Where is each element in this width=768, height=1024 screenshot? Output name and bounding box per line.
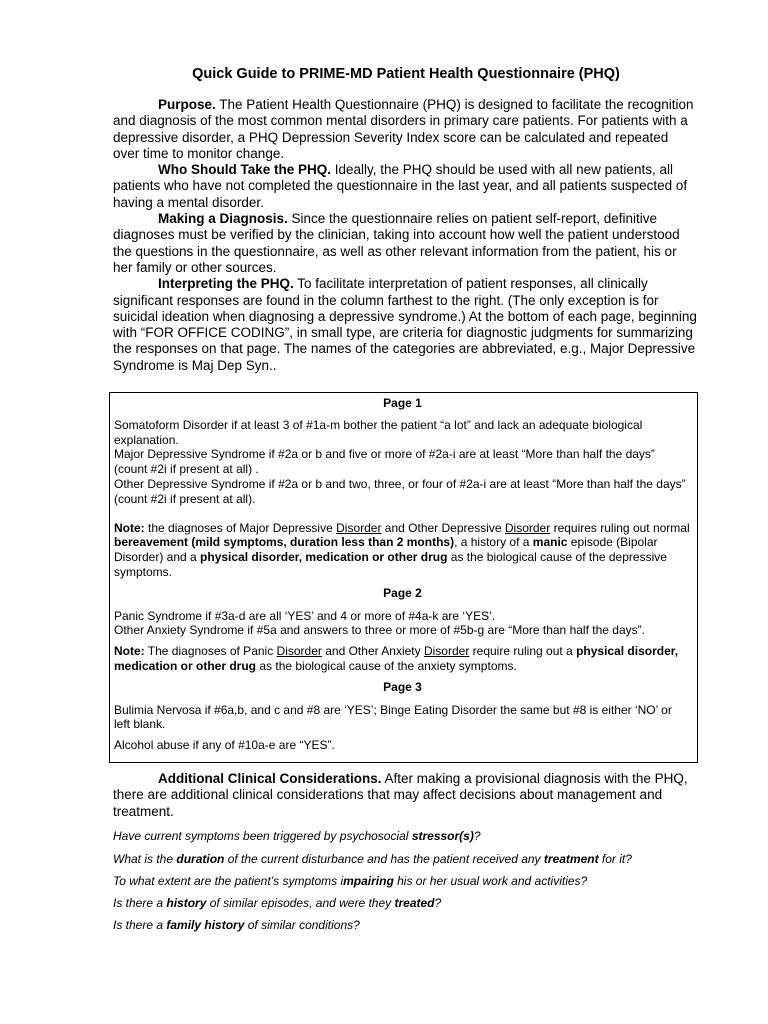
question-line <box>113 852 713 866</box>
section-body: The Patient Health Questionnaire (PHQ) is designed to facilitate the recognition and diagnosis of the most common mental disorders in primary care patients. For patients with a depressive disorder, a PHQ Depression Severity Index score can be calculated and repeated over time to monitor change. <box>113 97 694 161</box>
note-bold: physical disorder, medication or other drug <box>114 644 679 673</box>
note-bold: physical disorder, medication or other drug <box>200 550 448 565</box>
document-title: Quick Guide to PRIME-MD Patient Health Questionnaire (PHQ) <box>192 66 620 82</box>
note-text: the diagnoses of Major Depressive <box>144 520 337 535</box>
note-underline: Disorder <box>423 644 470 659</box>
note-bold: manic <box>532 535 568 550</box>
q-bold: treated <box>394 896 435 910</box>
q-text: of similar episodes, and were they <box>206 896 395 910</box>
section-body: To facilitate interpretation of patient responses, all clinically significant responses are found in the column farthest to the right. (The only exception is for suicidal ideation when diagnosing a depressive syndrome.) At the bottom of each page, beginning with “FOR OFFICE CODING”, in small type, are criteria for diagnostic judgments for summarizing the responses on that page. The names of the categories are abbreviated, e.g., Major Depressive Syndrome is Maj Dep Syn.. <box>113 276 697 373</box>
section-heading: Additional Clinical Considerations. <box>158 771 382 786</box>
note-text: , a history of a <box>454 535 533 550</box>
q-bold: history <box>166 896 207 910</box>
q-text: his or her usual work and activities? <box>393 874 588 888</box>
criteria-line: Bulimia Nervosa if #6a,b, and c and #8 are ‘YES’; Binge Eating Disorder the same but #8 is either ‘NO’ or left blank. <box>114 702 672 732</box>
q-text: ? <box>473 829 481 843</box>
page3-heading: Page 3 <box>383 679 422 694</box>
note-text: require ruling out a <box>469 644 577 659</box>
q-text: To what extent are the patient’s symptoms i <box>113 874 344 888</box>
coding-criteria-box <box>109 392 698 763</box>
question-line <box>113 918 713 932</box>
note-bold: bereavement (mild symptoms, duration less than 2 months) <box>114 535 455 550</box>
q-text: Have current symptoms been triggered by psychosocial <box>113 829 412 843</box>
clinical-paragraph <box>113 771 697 820</box>
interpreting-paragraph <box>113 276 697 374</box>
q-text: of the current disturbance and has the patient received any <box>224 852 544 866</box>
note-label: Note: <box>114 644 145 659</box>
section-body: Ideally, the PHQ should be used with all new patients, all patients who have not completed the questionnaire in the last year, and all patients suspected of having a mental disorder. <box>113 162 688 210</box>
note-underline: Disorder <box>336 520 382 535</box>
criteria-line: Other Depressive Syndrome if #2a or b and two, three, or four of #2a-i are at least “More than half the days” (count #2i if present at all). <box>114 476 686 506</box>
criteria-line: Major Depressive Syndrome if #2a or b and five or more of #2a-i are at least “More than half the days” (count #2i if present at all) . <box>114 447 655 477</box>
criteria-line: Alcohol abuse if any of #10a-e are “YES”. <box>114 738 335 753</box>
page1-note <box>114 521 691 580</box>
note-text: The diagnoses of Panic <box>144 644 277 659</box>
section-body: After making a provisional diagnosis with the PHQ, there are additional clinical considerations that may affect decisions about management and treatment. <box>113 771 688 819</box>
section-heading: Who Should Take the PHQ. <box>158 162 332 178</box>
note-text: episode (Bipolar Disorder) and a <box>114 535 658 565</box>
note-text: and Other Anxiety <box>321 644 424 659</box>
q-text: for it? <box>598 852 632 866</box>
note-text: as the biological cause of the anxiety symptoms. <box>256 658 517 673</box>
page2-criteria <box>114 609 691 639</box>
criteria-line: Other Anxiety Syndrome if #5a and answers to three or more of #5b-g are “More than half the days”. <box>114 623 645 638</box>
question-line <box>113 874 713 888</box>
page2-note <box>114 644 691 674</box>
criteria-line: Somatoform Disorder if at least 3 of #1a-m bother the patient “a lot” and lack an adequate biological explanation. <box>114 417 643 447</box>
who-should-take-paragraph <box>113 162 697 211</box>
section-heading: Making a Diagnosis. <box>158 211 288 227</box>
intro-sections <box>113 97 697 374</box>
section-heading: Interpreting the PHQ. <box>158 276 294 292</box>
q-bold: stressor(s) <box>411 829 474 843</box>
q-text: Is there a <box>113 918 167 932</box>
q-text: Is there a <box>113 896 167 910</box>
q-bold: duration <box>176 852 225 866</box>
section-body: Since the questionnaire relies on patient self-report, definitive diagnoses must be verified by the clinician, taking into account how well the patient understood the questions in the questionnaire, as well as other relevant information from the patient, his or her family or other sources. <box>113 211 680 275</box>
note-label: Note: <box>114 520 145 535</box>
note-underline: Disorder <box>276 644 322 659</box>
note-text: requires ruling out normal <box>550 520 690 535</box>
criteria-line: Panic Syndrome if #3a-d are all ‘YES’ and 4 or more of #4a-k are ‘YES’. <box>114 608 496 623</box>
q-bold: family history <box>166 918 245 932</box>
q-text: ? <box>434 896 442 910</box>
q-text: of similar conditions? <box>244 918 360 932</box>
purpose-paragraph <box>113 97 697 162</box>
q-text: What is the <box>113 852 177 866</box>
q-bold: treatment <box>543 852 599 866</box>
q-bold: mpairing <box>343 874 394 888</box>
question-line <box>113 829 713 843</box>
clinical-considerations <box>113 771 697 820</box>
note-text: as the biological cause of the depressive symptoms. <box>114 550 667 579</box>
page3-criteria <box>114 703 691 753</box>
page1-heading: Page 1 <box>383 396 422 410</box>
making-diagnosis-paragraph <box>113 211 697 276</box>
question-line <box>113 896 713 910</box>
page1-criteria <box>114 418 691 507</box>
page2-heading: Page 2 <box>383 585 422 600</box>
note-text: and Other Depressive <box>381 520 505 535</box>
section-heading: Purpose. <box>158 97 216 112</box>
note-underline: Disorder <box>504 520 551 535</box>
